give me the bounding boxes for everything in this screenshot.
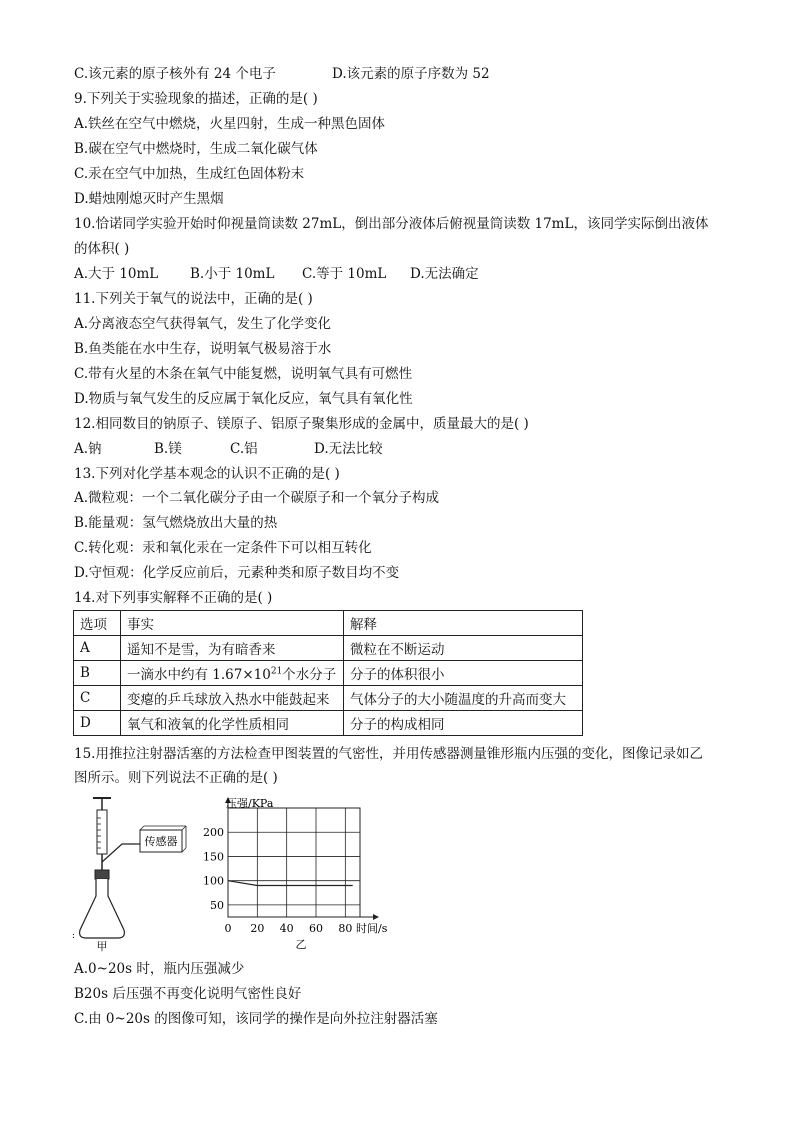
q12-option-c: C.铝	[230, 441, 258, 457]
x-tick-label: 80	[338, 922, 353, 935]
q10-option-c: C.等于 10mL	[302, 266, 387, 282]
q15-option-c: C.由 0~20s 的图像可知，该同学的操作是向外拉注射器活塞	[74, 1011, 438, 1027]
q12-option-a: A.钠	[74, 441, 102, 457]
q11-option-c: C.带有火星的木条在氧气中能复燃，说明氧气具有可燃性	[74, 366, 413, 382]
table-header-cell: 选项	[74, 611, 121, 636]
q10-option-a: A.大于 10mL	[74, 266, 159, 282]
sensor-label: 传感器	[144, 835, 178, 848]
chart-series	[228, 881, 353, 886]
q11-option-b: B.鱼类能在水中生存，说明氧气极易溶于水	[74, 341, 332, 357]
table-cell-reason: 气体分子的大小随温度的升高而变大	[344, 686, 583, 711]
q15-option-b: B20s 后压强不再变化说明气密性良好	[74, 986, 302, 1002]
q8-options-line	[74, 66, 490, 82]
q13-option-a: A.微粒观：一个二氧化碳分子由一个碳原子和一个氧分子构成	[74, 490, 440, 506]
table-cell-fact: 氧气和液氧的化学性质相同	[121, 711, 344, 736]
q13-stem: 13.下列对化学基本观念的认识不正确的是( )	[74, 466, 340, 482]
q9-option-b: B.碳在空气中燃烧时，生成二氧化碳气体	[74, 141, 318, 157]
table-row	[74, 686, 583, 711]
q14-stem: 14.对下列事实解释不正确的是( )	[74, 590, 273, 606]
x-axis-label: 时间/s	[356, 922, 388, 935]
table-cell-fact	[121, 661, 344, 686]
table-cell-option: B	[74, 661, 121, 686]
table-row	[74, 661, 583, 686]
q10-option-b: B.小于 10mL	[190, 266, 275, 282]
q12-option-d: D.无法比较	[314, 441, 383, 457]
apparatus-figure	[66, 792, 206, 954]
fact-exponent: 21	[270, 666, 283, 677]
figure-yi-label: 乙	[295, 938, 307, 951]
q15-stem-line1: 15.用推拉注射器活塞的方法检查甲图装置的气密性，并用传感器测量锥形瓶内压强的变化，图像记录如乙	[74, 746, 703, 762]
conical-flask	[80, 879, 125, 938]
q10-stem-line1: 10.恰诺同学实验开始时仰视量筒读数 27mL，倒出部分液体后俯视量筒读数 17mL，该同学实际倒出液体	[74, 216, 709, 232]
fact-text: 个水分子	[282, 667, 337, 683]
x-tick-label: 40	[279, 922, 294, 935]
x-axis-arrow	[373, 914, 379, 920]
table-header-cell: 解释	[344, 611, 583, 636]
x-tick-label: 0	[224, 922, 232, 935]
q12-option-b: B.镁	[154, 441, 182, 457]
q13-option-b: B.能量观：氢气燃烧放出大量的热	[74, 515, 278, 531]
stray-mark: :	[72, 931, 76, 941]
q9-option-d: D.蜡烛刚熄灭时产生黑烟	[74, 191, 224, 207]
table-cell-option: D	[74, 711, 121, 736]
q13-option-d: D.守恒观：化学反应前后，元素种类和原子数目均不变	[74, 565, 400, 581]
q11-option-a: A.分离液态空气获得氧气，发生了化学变化	[74, 316, 332, 332]
q10-options	[74, 266, 479, 282]
x-tick-label: 20	[250, 922, 265, 935]
q12-stem: 12.相同数目的钠原子、镁原子、铝原子聚集形成的金属中，质量最大的是( )	[74, 416, 529, 432]
y-tick-label: 200	[203, 826, 224, 840]
q15-stem-line2: 图所示。则下列说法不正确的是( )	[74, 770, 278, 786]
rubber-stopper	[95, 870, 109, 879]
q13-option-c: C.转化观：汞和氧化汞在一定条件下可以相互转化	[74, 540, 372, 556]
table-cell-fact: 遥知不是雪，为有暗香来	[121, 636, 344, 661]
table-row	[74, 636, 583, 661]
q8-option-d: D.该元素的原子序数为 52	[332, 66, 490, 82]
x-tick-label: 60	[309, 922, 323, 935]
q12-options	[74, 441, 383, 457]
grid-border	[228, 808, 360, 917]
figure-jia-label: 甲	[96, 940, 108, 953]
q14-table	[73, 610, 583, 736]
q10-stem-line2: 的体积( )	[74, 241, 130, 257]
fact-text: 一滴水中约有 1.67×10	[127, 667, 271, 683]
q8-option-c: C.该元素的原子核外有 24 个电子	[74, 66, 276, 82]
table-row	[74, 711, 583, 736]
q11-option-d: D.物质与氧气发生的反应属于氧化反应，氧气具有氧化性	[74, 391, 413, 407]
q10-option-d: D.无法确定	[410, 266, 479, 282]
syringe-barrel	[97, 810, 107, 854]
chart-grid	[228, 808, 360, 917]
q15-option-a: A.0~20s 时，瓶内压强减少	[74, 961, 245, 977]
pressure-chart	[196, 796, 406, 956]
y-axis-label: 压强/KPa	[226, 797, 274, 810]
table-header-cell: 事实	[121, 611, 344, 636]
q9-option-c: C.汞在空气中加热，生成红色固体粉末	[74, 166, 305, 182]
table-cell-option: C	[74, 686, 121, 711]
table-cell-option: A	[74, 636, 121, 661]
q9-stem: 9.下列关于实验现象的描述，正确的是( )	[74, 91, 318, 107]
connecting-tube	[102, 844, 140, 862]
y-tick-label: 100	[203, 874, 224, 888]
table-cell-reason: 分子的体积很小	[344, 661, 583, 686]
y-tick-label: 50	[210, 898, 224, 912]
pressure-series-line	[228, 881, 353, 886]
chart-axes	[225, 797, 379, 920]
table-header-row	[74, 611, 583, 636]
q11-stem: 11.下列关于氧气的说法中，正确的是( )	[74, 291, 313, 307]
table-cell-reason: 微粒在不断运动	[344, 636, 583, 661]
q9-option-a: A.铁丝在空气中燃烧，火星四射，生成一种黑色固体	[74, 116, 386, 132]
y-tick-label: 150	[203, 850, 224, 864]
table-cell-fact: 变瘪的乒乓球放入热水中能鼓起来	[121, 686, 344, 711]
table-cell-reason: 分子的构成相同	[344, 711, 583, 736]
